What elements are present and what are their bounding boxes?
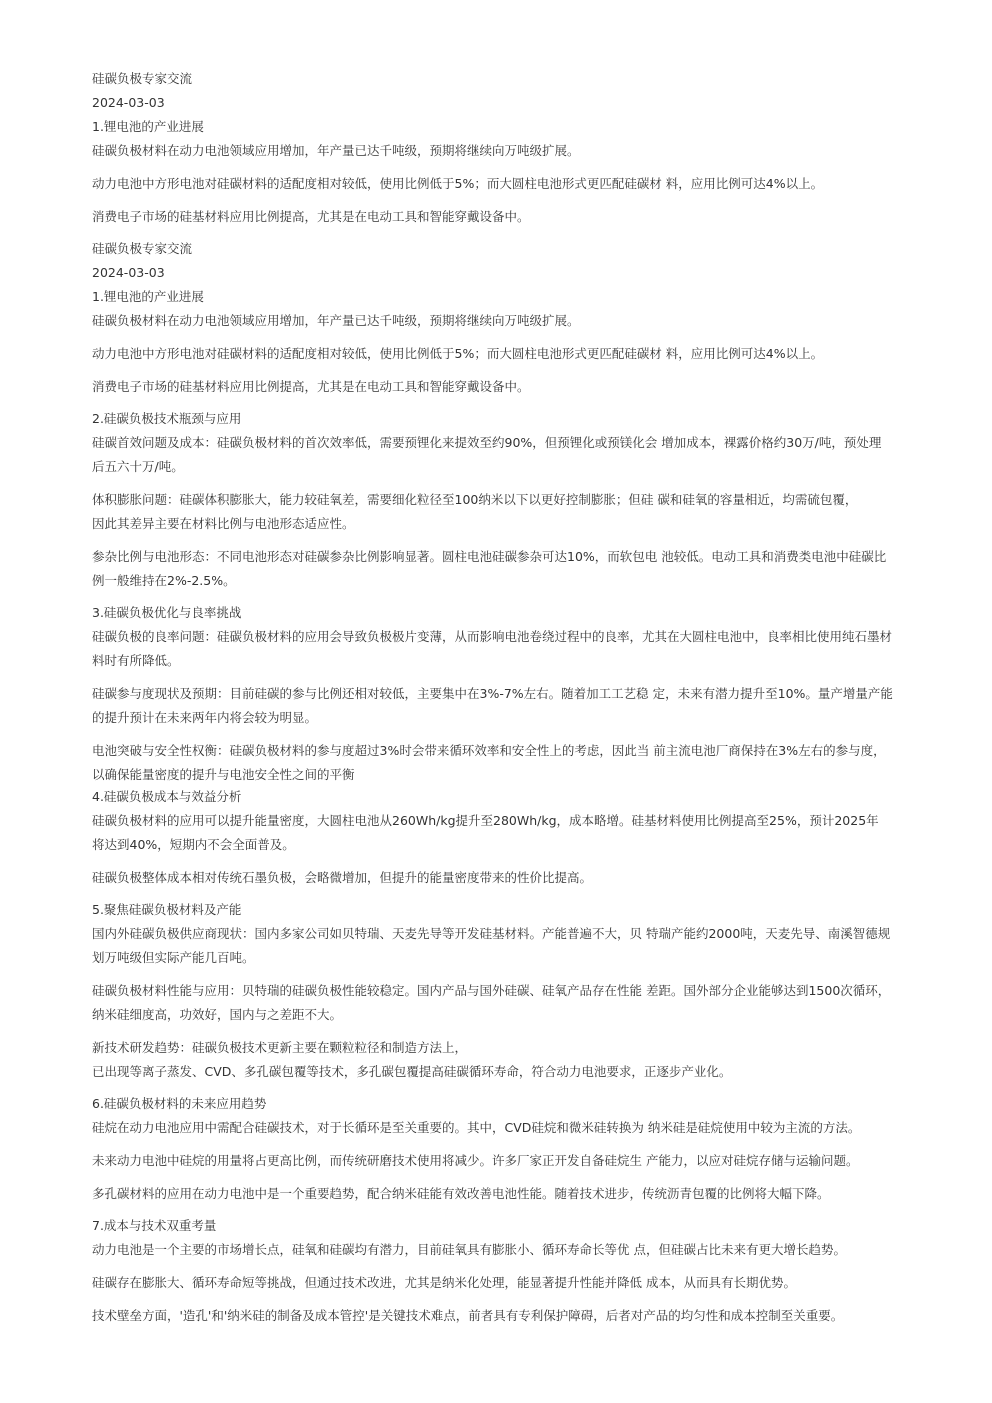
paragraph-line: 新技术研发趋势：硅碳负极技术更新主要在颗粒粒径和制造方法上， (92, 1040, 468, 1055)
section-heading: 2.硅碳负极技术瓶颈与应用 (92, 411, 242, 426)
paragraph-line: 消费电子市场的硅基材料应用比例提高，尤其是在电动工具和智能穿戴设备中。 (92, 379, 530, 394)
paragraph-line: 体积膨胀问题：硅碳体积膨胀大，能力较硅氧差，需要细化粒径至100纳米以下以更好控制膨胀；但硅 碳和硅氧的容量相近，均需硫包覆， (92, 492, 858, 507)
paragraph-line: 参杂比例与电池形态：不同电池形态对硅碳参杂比例影响显著。圆柱电池硅碳参杂可达10%，而软包电 池较低。电动工具和消费类电池中硅碳比 (92, 549, 887, 564)
paragraph-line: 硅碳负极材料性能与应用：贝特瑞的硅碳负极性能较稳定。国内产品与国外硅碳、硅氧产品存在性能 差距。国外部分企业能够达到1500次循环， (92, 983, 891, 998)
paragraph-line: 硅碳负极的良率问题：硅碳负极材料的应用会导致负极极片变薄，从而影响电池卷绕过程中的良率，尤其在大圆柱电池中，良率相比使用纯石墨材 (92, 629, 893, 644)
paragraph-line: 技术壁垒方面，'造孔'和'纳米硅的制备及成本管控'是关键技术难点，前者具有专利保护障碍，后者对产品的均匀性和成本控制至关重要。 (92, 1308, 844, 1323)
paragraph-line: 电池突破与安全性权衡：硅碳负极材料的参与度超过3%时会带来循环效率和安全性上的考虑，因此当 前主流电池厂商保持在3%左右的参与度， (92, 743, 886, 758)
paragraph-line: 硅碳负极材料在动力电池领域应用增加，年产量已达千吨级，预期将继续向万吨级扩展。 (92, 313, 580, 328)
paragraph-line: 硅碳负极整体成本相对传统石墨负极，会略微增加，但提升的能量密度带来的性价比提高。 (92, 870, 593, 885)
doc-title: 硅碳负极专家交流 (92, 241, 193, 256)
paragraph-line: 料时有所降低。 (92, 653, 180, 668)
paragraph-line: 动力电池中方形电池对硅碳材料的适配度相对较低，使用比例低于5%；而大圆柱电池形式更匹配硅碳材 料，应用比例可达4%以上。 (92, 176, 824, 191)
paragraph-line: 硅碳存在膨胀大、循环寿命短等挑战，但通过技术改进，尤其是纳米化处理，能显著提升性能并降低 成本，从而具有长期优势。 (92, 1275, 796, 1290)
paragraph-line: 纳米硅细度高，功效好，国内与之差距不大。 (92, 1007, 343, 1022)
paragraph-line: 动力电池中方形电池对硅碳材料的适配度相对较低，使用比例低于5%；而大圆柱电池形式更匹配硅碳材 料，应用比例可达4%以上。 (92, 346, 824, 361)
paragraph-line: 硅碳首效问题及成本：硅碳负极材料的首次效率低，需要预锂化来提效至约90%，但预锂化或预镁化会 增加成本，裸露价格约30万/吨，预处理 (92, 435, 882, 450)
paragraph-line: 后五六十万/吨。 (92, 459, 184, 474)
paragraph-line: 硅碳负极材料的应用可以提升能量密度，大圆柱电池从260Wh/kg提升至280Wh/kg，成本略增。硅基材料使用比例提高至25%，预计2025年 (92, 813, 879, 828)
paragraph-line: 国内外硅碳负极供应商现状：国内多家公司如贝特瑞、天麦先导等开发硅基材料。产能普遍不大，贝 特瑞产能约2000吨，天麦先导、南溪智德规 (92, 926, 891, 941)
doc-date: 2024-03-03 (92, 95, 165, 110)
paragraph-line: 未来动力电池中硅烷的用量将占更高比例，而传统研磨技术使用将减少。许多厂家正开发自备硅烷生 产能力，以应对硅烷存储与运输问题。 (92, 1153, 859, 1168)
paragraph-line: 硅烷在动力电池应用中需配合硅碳技术，对于长循环是至关重要的。其中，CVD硅烷和微米硅转换为 纳米硅是硅烷使用中较为主流的方法。 (92, 1120, 861, 1135)
section-heading: 1.锂电池的产业进展 (92, 119, 204, 134)
paragraph-line: 因此其差异主要在材料比例与电池形态适应性。 (92, 516, 355, 531)
paragraph-line: 已出现等离子蒸发、CVD、多孔碳包覆等技术，多孔碳包覆提高硅碳循环寿命，符合动力电池要求，正逐步产业化。 (92, 1064, 732, 1079)
paragraph-line: 消费电子市场的硅基材料应用比例提高，尤其是在电动工具和智能穿戴设备中。 (92, 209, 530, 224)
paragraph-line: 多孔碳材料的应用在动力电池中是一个重要趋势，配合纳米硅能有效改善电池性能。随着技术进步，传统沥青包覆的比例将大幅下降。 (92, 1186, 830, 1201)
paragraph-line: 例一般维持在2%-2.5%。 (92, 573, 236, 588)
paragraph-line: 将达到40%，短期内不会全面普及。 (92, 837, 295, 852)
section-heading: 5.聚焦硅碳负极材料及产能 (92, 902, 242, 917)
section-heading: 7.成本与技术双重考量 (92, 1218, 217, 1233)
doc-title: 硅碳负极专家交流 (92, 71, 193, 86)
section-heading: 3.硅碳负极优化与良率挑战 (92, 605, 242, 620)
paragraph-line: 的提升预计在未来两年内将会较为明显。 (92, 710, 318, 725)
section-heading: 1.锂电池的产业进展 (92, 289, 204, 304)
section-heading: 4.硅碳负极成本与效益分析 (92, 789, 242, 804)
section-heading: 6.硅碳负极材料的未来应用趋势 (92, 1096, 267, 1111)
paragraph-line: 动力电池是一个主要的市场增长点，硅氧和硅碳均有潜力，目前硅氧具有膨胀小、循环寿命长等优 点，但硅碳占比未来有更大增长趋势。 (92, 1242, 846, 1257)
paragraph-line: 硅碳参与度现状及预期：目前硅碳的参与比例还相对较低，主要集中在3%-7%左右。随着加工工艺稳 定，未来有潜力提升至10%。量产增量产能 (92, 686, 893, 701)
doc-date: 2024-03-03 (92, 265, 165, 280)
paragraph-line: 以确保能量密度的提升与电池安全性之间的平衡 (92, 767, 355, 782)
paragraph-line: 划万吨级但实际产能几百吨。 (92, 950, 255, 965)
paragraph-line: 硅碳负极材料在动力电池领域应用增加，年产量已达千吨级，预期将继续向万吨级扩展。 (92, 143, 580, 158)
